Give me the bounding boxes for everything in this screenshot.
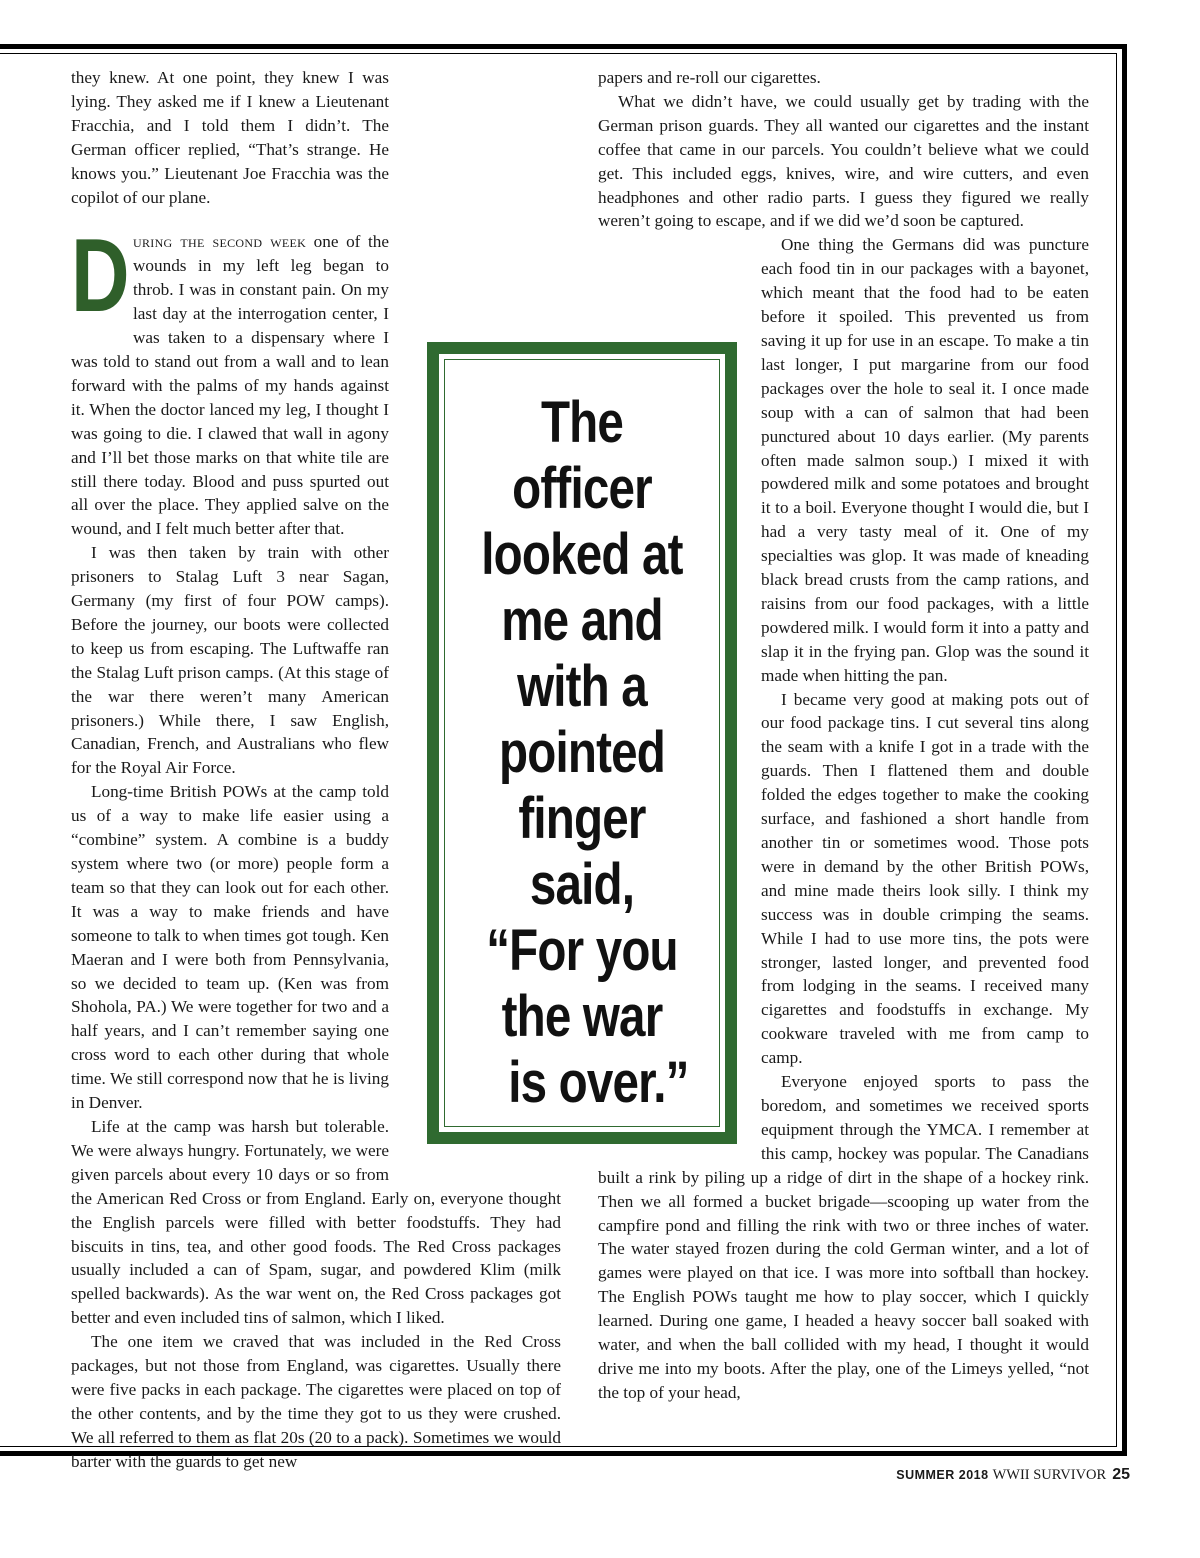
- pullquote-box: [427, 342, 737, 1144]
- pullquote-line: finger: [518, 786, 646, 851]
- right-paragraph-1: papers and re-roll our cigarettes.: [598, 68, 821, 87]
- drop-cap: D: [71, 218, 130, 335]
- pullquote-line: looked at: [481, 522, 683, 587]
- pullquote-line: the war: [501, 984, 663, 1049]
- left-paragraph-3: I was then taken by train with other prisoners to Stalag Luft 3 near Sagan, Germany (my first of four POW camps). Before the journey, our boots were collected to keep us from escaping. The Luftwaffe ran the Stalag Luft prison camps. (At this stage of the war there weren’t many American prisoners.) While there, I saw English, Canadian, French, and Australians who flew for the Royal Air Force.: [71, 543, 389, 778]
- lead-in-smallcaps: uring the second week: [133, 232, 307, 252]
- left-paragraph-2-text: one of the wounds in my left leg began to throb. I was in constant pain. On my last day at the interrogation center, I was taken to a dispensary where I was told to stand out from a wall and to lean forward with the palms of my hands against it. When the doctor lanced my leg, I thought I was going to die. I clawed that wall in agony and I’ll bet those marks on that white tile are still there today. Blood and puss spurted out all over the place. They applied salve on the wound, and I felt much better after that.: [71, 232, 389, 539]
- pullquote-line: pointed: [499, 720, 665, 785]
- pullquote-line: is over.”: [508, 1050, 689, 1115]
- right-paragraph-2: What we didn’t have, we could usually get by trading with the German prison guards. They all wanted our cigarettes and the instant coffee that came in our parcels. You couldn’t believe what we could get. This included eggs, knives, wire, and wire cutters, and even headphones and other radio parts. I guess they figured we really weren’t going to escape, and if we did we’d soon be captured.: [598, 91, 1089, 231]
- pullquote-line: with a: [517, 654, 647, 719]
- pullquote-line: The: [540, 390, 624, 455]
- page-number: 25: [1112, 1466, 1130, 1483]
- pullquote-line: said,: [529, 852, 635, 917]
- pullquote-line: me and: [501, 588, 663, 653]
- pullquote-line: “For you: [486, 918, 678, 983]
- footer-magazine: WWII SURVIVOR: [992, 1467, 1107, 1483]
- page-footer: [896, 1466, 1130, 1484]
- pullquote-line: officer: [512, 456, 652, 521]
- right-paragraph-5: Everyone enjoyed sports to pass the boredom, and sometimes we received sports equipment through the YMCA. I remember at this camp, hockey was popular. The Canadians built a rink by piling up a ridge of dirt in the shape of a hockey rink. Then we all formed a bucket brigade—scooping up water from the campfire pond and filling the rink with two or three inches of water. The water stayed frozen during the cold German winter, and a lot of games were played on that ice. I was more into softball than hockey. The English POWs taught me how to play soccer, which I quickly learned. During one game, I headed a heavy soccer ball soaked with water, and when the ball collided with my head, I thought it would drive me into my boots. After the play, one of the Limeys yelled, “not the top of your head,: [598, 1072, 1089, 1402]
- right-paragraph-3: One thing the Germans did was puncture each food tin in our packages with a bayonet, which meant that the food had to be eaten before it spoiled. This prevented us from saving it up for use in an escape. To make a tin last longer, I put margarine from our food packages over the hole to seal it. I once made soup with a can of salmon that had been punctured about 10 days earlier. (My parents often made salmon soup.) I mixed it with powdered milk and some potatoes and brought it to a boil. Everyone thought I would die, but I had a very tasty meal of it. One of my specialties was glop. It was made of kneading black bread crusts from the camp rations, and raisins from our food packages, with a little powdered milk. I would form it into a patty and slap it in the frying pan. Glop was the sound it made when hitting the pan.: [761, 235, 1089, 685]
- left-paragraph-4: Long-time British POWs at the camp told us of a way to make life easier using a “combine” system. A combine is a buddy system where two (or more) people form a team so that they can look out for each other. It was a way to make friends and have someone to talk to when times got tough. Ken Maeran and I were both from Pennsylvania, so we decided to team up. (Ken was from Shohola, PA.) We were together for two and a half years, and I can’t remember saying one cross word to each other during that whole time. We still correspond now that he is living in Denver.: [71, 782, 389, 1113]
- right-paragraph-4: I became very good at making pots out of our food package tins. I cut several tins along the seam with a knife I got in a trade with the guards. Then I flattened them and double folded the edges together to make the cooking surface, and fashioned a short handle from another tin or sometimes wood. Those pots were in demand by the other British POWs, and mine made theirs look silly. I think my success was in double crimping the seams. While I had to use more tins, the pots were stronger, lasted longer, and prevented food from lodging in the seams. I received many cigarettes and foodstuffs in exchange. My cookware traveled with me from camp to camp.: [761, 689, 1089, 1068]
- left-paragraph-5: Life at the camp was harsh but tolerable. We were always hungry. Fortunately, we were given parcels about every 10 days or so from the American Red Cross or from England. Early on, everyone thought the English parcels were filled with better foodstuffs. They had biscuits in tins, tea, and other good foods. The Red Cross packages usually included a can of Spam, sugar, and powdered Klim (milk spelled backwards). As the war went on, the Red Cross packages got better and even included tins of salmon, which I liked.: [71, 1116, 561, 1328]
- left-paragraph-1: they knew. At one point, they knew I was lying. They asked me if I knew a Lieutenant Fracchia, and I told them I didn’t. The German officer replied, “That’s strange. He knows you.” Lieutenant Joe Fracchia was the copilot of our plane.: [71, 68, 389, 207]
- pullquote-text: [465, 390, 700, 1116]
- left-paragraph-6: The one item we craved that was included in the Red Cross packages, but not those from England, was cigarettes. Usually there were five packs in each package. The cigarettes were placed on top of the other contents, and by the time they got to us they were crushed. We all referred to them as flat 20s (20 to a pack). Sometimes we would barter with the guards to get new: [71, 1332, 561, 1471]
- footer-issue: SUMMER 2018: [896, 1468, 989, 1482]
